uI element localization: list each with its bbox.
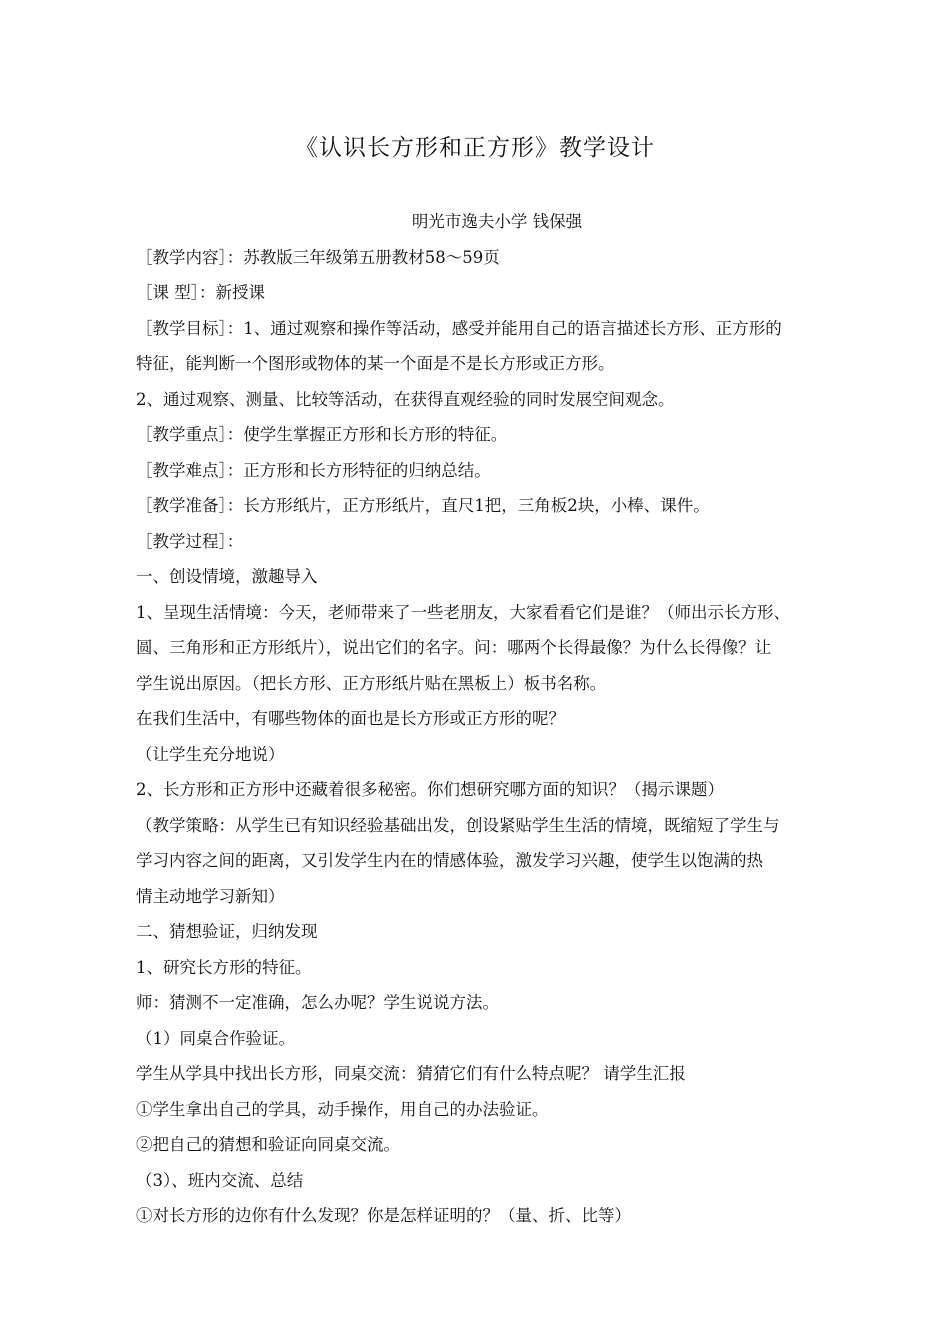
section-heading: 一、创设情境，激趣导入	[136, 567, 318, 586]
paragraph-line: ①对长方形的边你有什么发现？你是怎样证明的？（量、折、比等）	[136, 1206, 631, 1225]
paragraph-line: ②把自己的猜想和验证向同桌交流。	[136, 1135, 400, 1154]
paragraph-line: 学习内容之间的距离，又引发学生内在的情感体验，激发学习兴趣，使学生以饱满的热	[136, 851, 763, 870]
paragraph-line: ［教学过程］：	[136, 531, 244, 551]
section-heading: 二、猜想验证，归纳发现	[136, 922, 318, 941]
document-title: 《认识长方形和正方形》教学设计	[295, 135, 655, 161]
author-line: 明光市逸夫小学 钱保强	[411, 212, 583, 231]
paragraph-line: 1、研究长方形的特征。	[136, 957, 312, 977]
paragraph-line: 师：猜测不一定准确，怎么办呢？学生说说方法。	[136, 993, 499, 1012]
paragraph-line: ［教学内容］：苏教版三年级第五册教材58～59页	[136, 247, 500, 267]
paragraph-line: （3）、班内交流、总结	[136, 1170, 304, 1190]
paragraph-line: （让学生充分地说）	[136, 744, 285, 764]
paragraph-line: 在我们生活中，有哪些物体的面也是长方形或正方形的呢？	[136, 709, 565, 728]
paragraph-line: ［教学难点］：正方形和长方形特征的归纳总结。	[136, 460, 491, 480]
paragraph-line: 学生从学具中找出长方形，同桌交流：猜猜它们有什么特点呢？ 请学生汇报	[136, 1064, 686, 1083]
paragraph-line: 圆、三角形和正方形纸片），说出它们的名字。问：哪两个长得最像？为什么长得像？让	[136, 638, 772, 657]
paragraph-line: 情主动地学习新知）	[136, 886, 285, 906]
paragraph-line: （1）同桌合作验证。	[136, 1028, 295, 1048]
paragraph-line: 2、通过观察、测量、比较等活动，在获得直观经验的同时发展空间观念。	[136, 389, 675, 409]
paragraph-line: ［教学目标］：1、通过观察和操作等活动，感受并能用自己的语言描述长方形、正方形的	[136, 318, 782, 338]
paragraph-line: ［教学重点］：使学生掌握正方形和长方形的特征。	[136, 425, 508, 444]
paragraph-line: （教学策略：从学生已有知识经验基础出发，创设紧贴学生生活的情境，既缩短了学生与	[136, 815, 780, 835]
paragraph-line: ［课 型］：新授课	[136, 283, 265, 302]
paragraph-line: 1、呈现生活情境：今天，老师带来了一些老朋友，大家看看它们是谁？（师出示长方形、	[136, 602, 790, 622]
paragraph-line: 特征，能判断一个图形或物体的某一个面是不是长方形或正方形。	[136, 354, 615, 373]
paragraph-line: 2、长方形和正方形中还藏着很多秘密。你们想研究哪方面的知识？（揭示课题）	[136, 780, 724, 799]
paragraph-line: 学生说出原因。（把长方形、正方形纸片贴在黑板上）板书名称。	[136, 673, 607, 693]
paragraph-line: ［教学准备］：长方形纸片，正方形纸片，直尺1把，三角板2块，小棒、课件。	[136, 496, 710, 515]
paragraph-line: ①学生拿出自己的学具，动手操作，用自己的办法验证。	[136, 1099, 549, 1119]
document-body	[136, 204, 858, 1234]
